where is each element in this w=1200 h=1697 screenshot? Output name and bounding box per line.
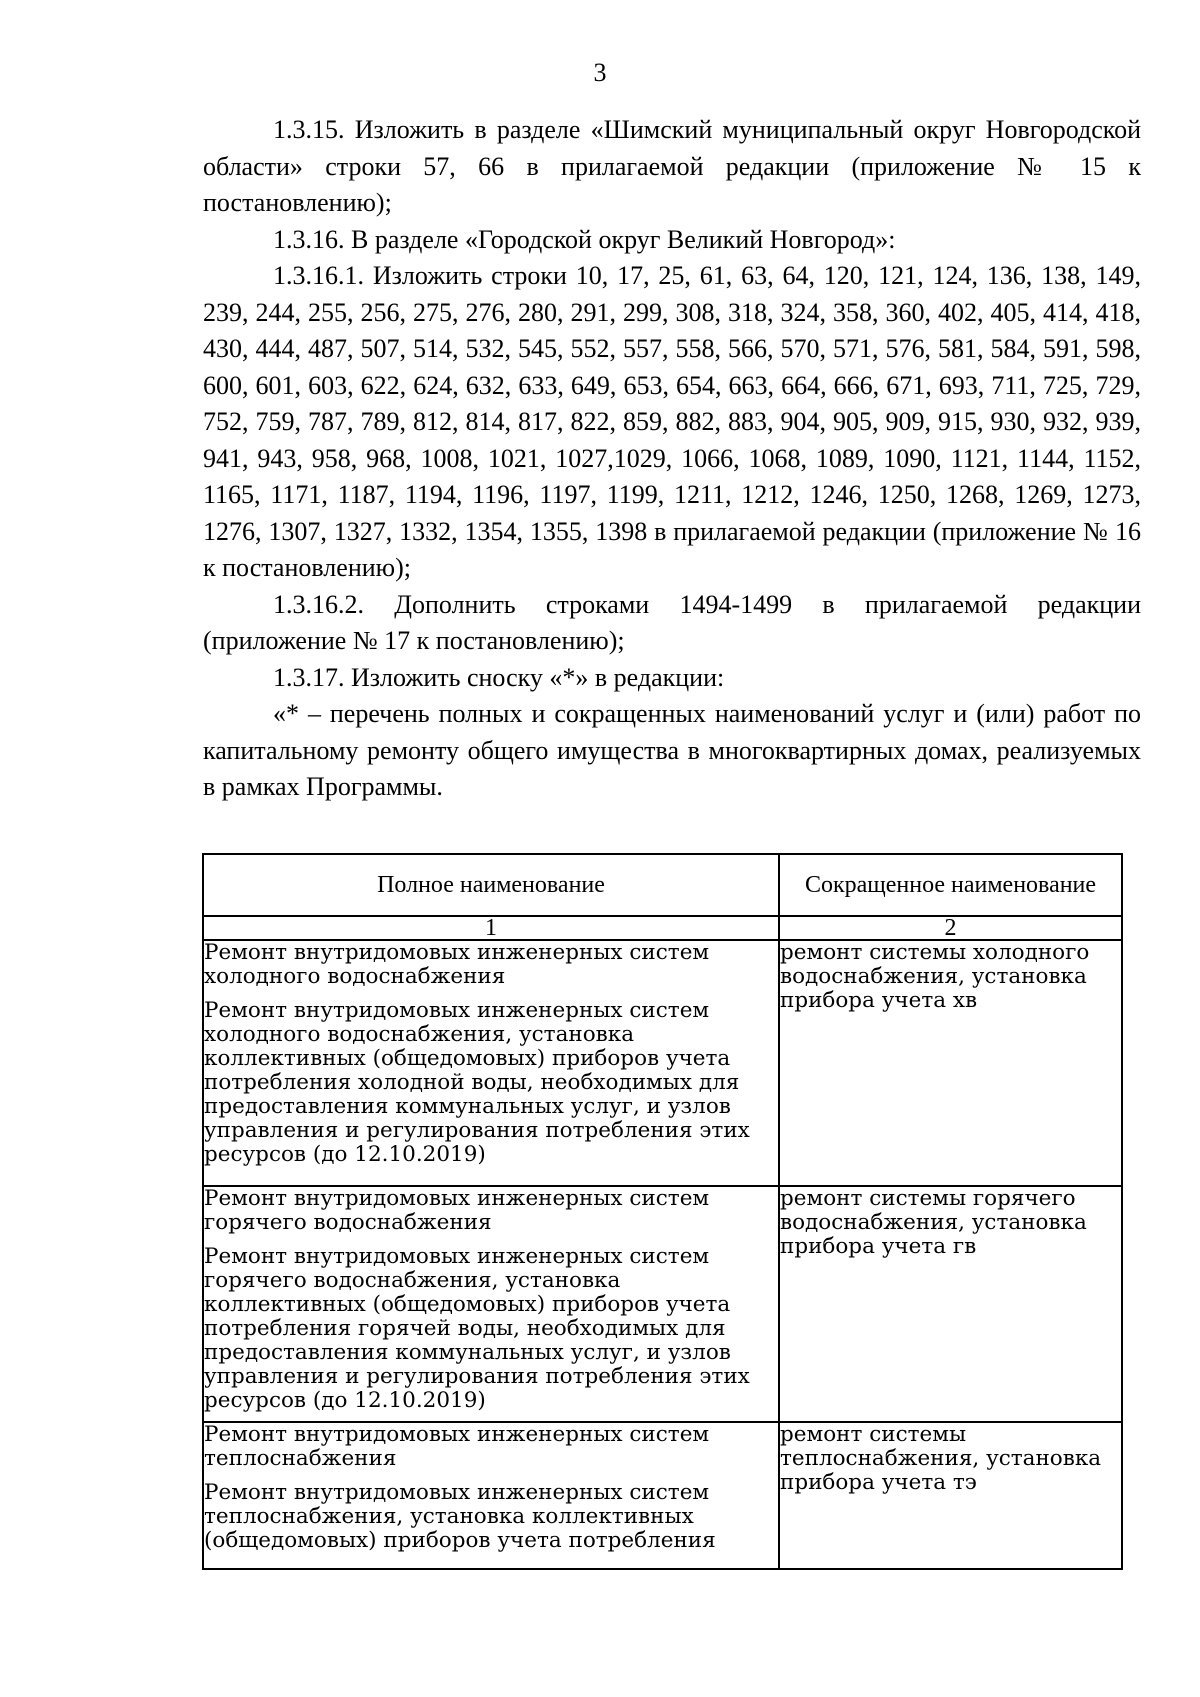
footnote-definition: «* – перечень полных и сокращенных наименований услуг и (или) работ по капитальному ремонту общего имущества в многоквартирных домах, реализуемых в рамках Программы. <box>203 699 1141 801</box>
table-row <box>203 940 1122 1186</box>
full-name-cell <box>203 1422 779 1569</box>
column-number-row <box>203 916 1122 940</box>
full-name-text: Ремонт внутридомовых инженерных систем теплоснабжения, установка коллективных (общедомовых) приборов учета потребления <box>204 1480 716 1553</box>
paragraph-1-3-15: 1.3.15. Изложить в разделе «Шимский муниципальный округ Новгородской области» строки 57, 66 в прилагаемой редакции (приложение № 15 к постановлению); <box>203 115 1141 217</box>
full-name-text: Ремонт внутридомовых инженерных систем горячего водоснабжения, установка коллективных (общедомовых) приборов учета потребления горячей воды, необходимых для предоставления коммунальных услуг, и узлов управления и регулирования потребления этих ресурсов (до 12.10.2019) <box>204 1244 750 1413</box>
short-name-text: ремонт системы теплоснабжения, установка прибора учета тэ <box>780 1422 1102 1495</box>
short-name-cell <box>779 1422 1122 1569</box>
short-name-cell <box>779 940 1122 1186</box>
full-name-text: Ремонт внутридомовых инженерных систем горячего водоснабжения <box>204 1186 710 1235</box>
header-short-name: Сокращенное наименование <box>779 854 1122 916</box>
table-row <box>203 1186 1122 1422</box>
header-full-name: Полное наименование <box>203 854 779 916</box>
paragraph-1-3-16: 1.3.16. В разделе «Городской округ Великий Новгород»: <box>273 224 896 254</box>
full-name-text: Ремонт внутридомовых инженерных систем теплоснабжения <box>204 1422 710 1471</box>
full-name-text: Ремонт внутридомовых инженерных систем холодного водоснабжения, установка коллективных (общедомовых) приборов учета потребления холодной воды, необходимых для предоставления коммунальных услуг, и узлов управления и регулирования потребления этих ресурсов (до 12.10.2019) <box>204 998 750 1167</box>
paragraph-1-3-17: 1.3.17. Изложить сноску «*» в редакции: <box>273 662 725 692</box>
column-number: 1 <box>203 916 779 940</box>
short-name-text: ремонт системы холодного водоснабжения, установка прибора учета хв <box>780 940 1090 1013</box>
full-name-cell <box>203 1186 779 1422</box>
full-name-cell <box>203 940 779 1186</box>
paragraph-1-3-16-2: 1.3.16.2. Дополнить строками 1494-1499 в прилагаемой редакции (приложение № 17 к постановлению); <box>203 589 1141 655</box>
page-number: 3 <box>593 58 607 87</box>
full-name-text: Ремонт внутридомовых инженерных систем холодного водоснабжения <box>204 940 710 989</box>
column-number: 2 <box>779 916 1122 940</box>
table-header-row <box>203 854 1122 916</box>
short-name-text: ремонт системы горячего водоснабжения, установка прибора учета гв <box>780 1186 1087 1259</box>
short-name-cell <box>779 1186 1122 1422</box>
table-row <box>203 1422 1122 1569</box>
services-table <box>202 853 1123 1570</box>
document-body <box>203 112 1141 806</box>
paragraph-1-3-16-1: 1.3.16.1. Изложить строки 10, 17, 25, 61, 63, 64, 120, 121, 124, 136, 138, 149, 239, 244, 255, 256, 275, 276, 280, 291, 299, 308, 318, 324, 358, 360, 402, 405, 414, 418, 430, 444, 487, 507, 514, 532, 545, 552, 557, 558, 566, 570, 571, 576, 581, 584, 591, 598, 600, 601, 603, 622, 624, 632, 633, 649, 653, 654, 663, 664, 666, 671, 693, 711, 725, 729, 752, 759, 787, 789, 812, 814, 817, 822, 859, 882, 883, 904, 905, 909, 915, 930, 932, 939, 941, 943, 958, 968, 1008, 1021, 1027,1029, 1066, 1068, 1089, 1090, 1121, 1144, 1152, 1165, 1171, 1187, 1194, 1196, 1197, 1199, 1211, 1212, 1246, 1250, 1268, 1269, 1273, 1276, 1307, 1327, 1332, 1354, 1355, 1398 в прилагаемой редакции (приложение № 16 к постановлению); <box>203 261 1141 582</box>
